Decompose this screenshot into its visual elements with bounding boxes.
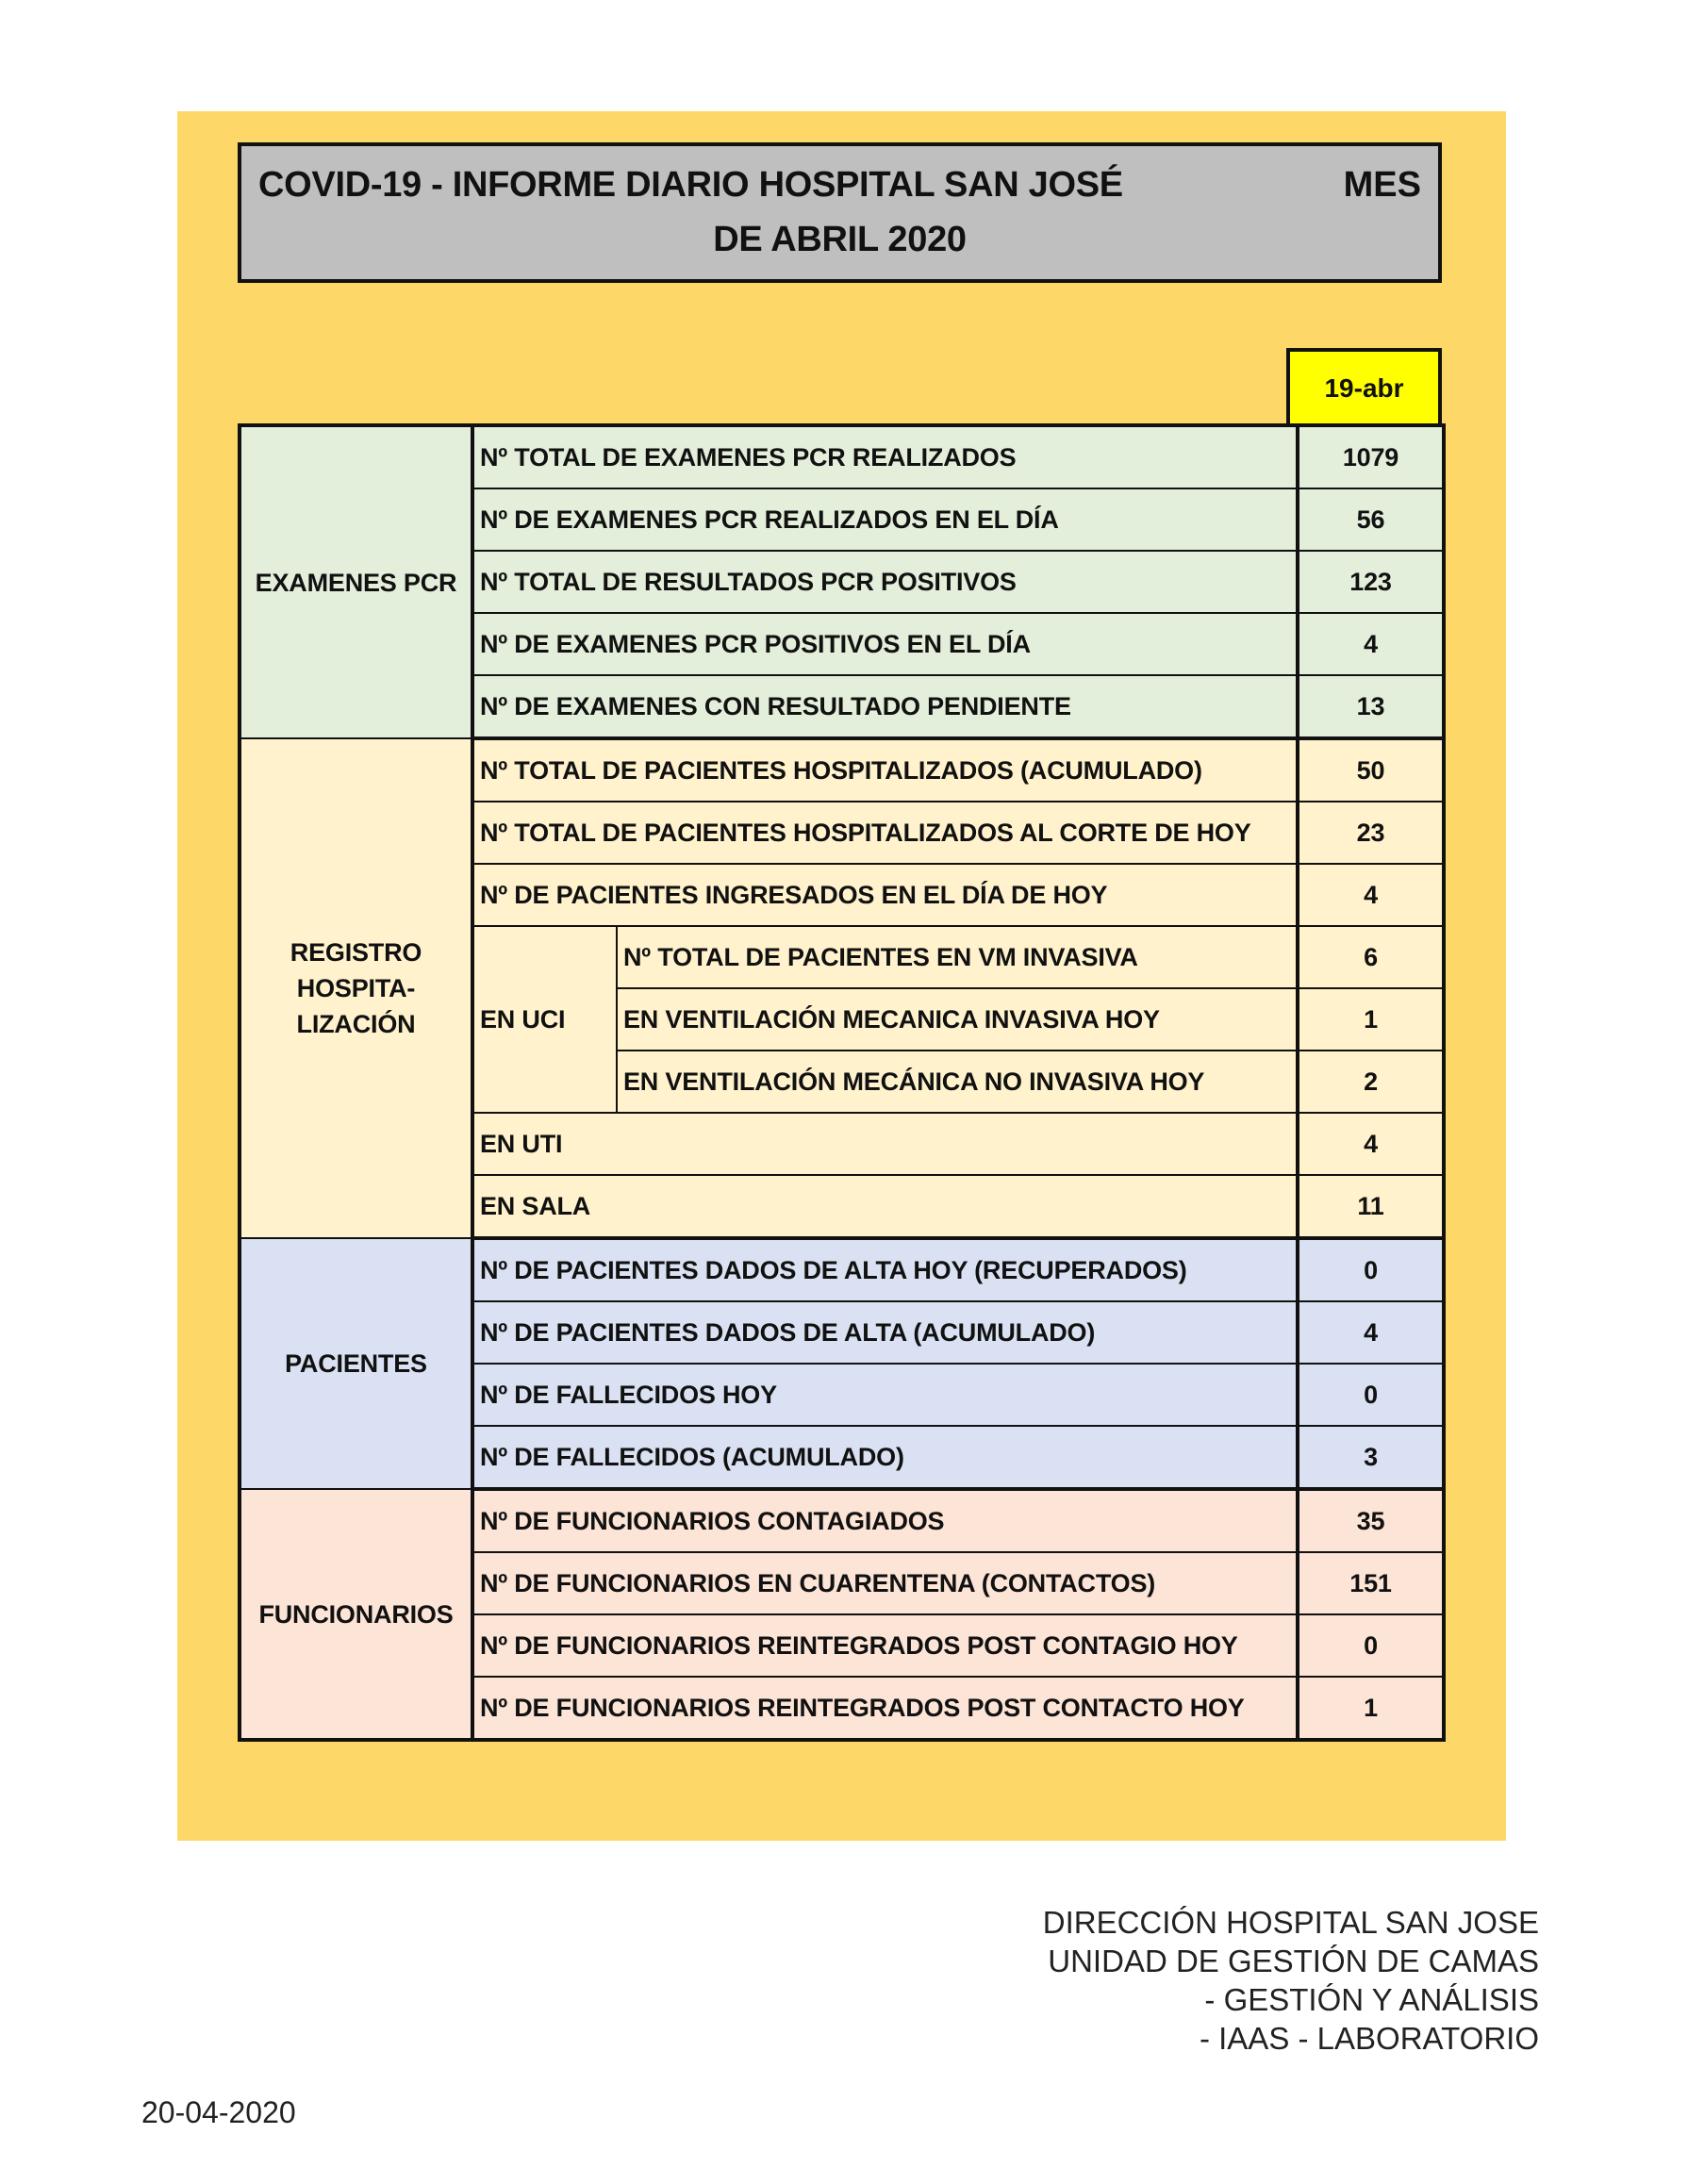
row-label: Nº DE FALLECIDOS HOY — [472, 1364, 1298, 1426]
signature-line: - IAAS - LABORATORIO — [1199, 2021, 1539, 2056]
row-value: 23 — [1298, 802, 1444, 864]
row-value: 0 — [1298, 1238, 1444, 1301]
row-value: 50 — [1298, 738, 1444, 802]
row-value: 4 — [1298, 613, 1444, 675]
report-title: COVID-19 - INFORME DIARIO HOSPITAL SAN JOSÉ — [258, 165, 1123, 205]
row-label: Nº DE PACIENTES DADOS DE ALTA (ACUMULADO) — [472, 1301, 1298, 1364]
row-label: Nº DE FALLECIDOS (ACUMULADO) — [472, 1426, 1298, 1489]
date-column-header: 19-abr — [1286, 348, 1442, 428]
section-label-hospitalization — [240, 738, 472, 1238]
signature-line: - GESTIÓN Y ANÁLISIS — [1204, 1982, 1539, 2017]
row-value: 123 — [1298, 551, 1444, 613]
row-value: 1 — [1298, 1677, 1444, 1740]
row-value: 2 — [1298, 1051, 1444, 1113]
row-value: 4 — [1298, 1301, 1444, 1364]
section-label-line: HOSPITA- — [296, 974, 416, 1002]
row-value: 35 — [1298, 1489, 1444, 1552]
row-label: Nº DE PACIENTES DADOS DE ALTA HOY (RECUPERADOS) — [472, 1238, 1298, 1301]
table-row — [240, 425, 1444, 488]
section-label-patients: PACIENTES — [240, 1238, 472, 1489]
row-value: 1 — [1298, 988, 1444, 1051]
row-label: Nº TOTAL DE PACIENTES HOSPITALIZADOS (ACUMULADO) — [472, 738, 1298, 802]
row-label: EN SALA — [472, 1175, 1298, 1238]
section-label-staff: FUNCIONARIOS — [240, 1489, 472, 1740]
section-label-line: LIZACIÓN — [296, 1010, 416, 1038]
row-value: 0 — [1298, 1364, 1444, 1426]
row-value: 56 — [1298, 488, 1444, 551]
row-label: Nº TOTAL DE RESULTADOS PCR POSITIVOS — [472, 551, 1298, 613]
table-row — [240, 1238, 1444, 1301]
signature-block — [1043, 1903, 1539, 2058]
section-label-pcr: EXAMENES PCR — [240, 425, 472, 738]
footer-date: 20-04-2020 — [141, 2095, 296, 2129]
row-label: Nº DE EXAMENES PCR POSITIVOS EN EL DÍA — [472, 613, 1298, 675]
row-label: Nº TOTAL DE PACIENTES EN VM INVASIVA — [617, 926, 1298, 988]
row-label: Nº DE FUNCIONARIOS CONTAGIADOS — [472, 1489, 1298, 1552]
row-value: 1079 — [1298, 425, 1444, 488]
row-label: EN VENTILACIÓN MECANICA INVASIVA HOY — [617, 988, 1298, 1051]
row-label: Nº TOTAL DE EXAMENES PCR REALIZADOS — [472, 425, 1298, 488]
row-value: 0 — [1298, 1614, 1444, 1677]
signature-line: UNIDAD DE GESTIÓN DE CAMAS — [1048, 1944, 1539, 1978]
row-value: 4 — [1298, 1113, 1444, 1175]
uci-label: EN UCI — [472, 926, 617, 1113]
row-label: Nº DE FUNCIONARIOS EN CUARENTENA (CONTACTOS) — [472, 1552, 1298, 1614]
row-value: 13 — [1298, 675, 1444, 738]
row-label: Nº TOTAL DE PACIENTES HOSPITALIZADOS AL CORTE DE HOY — [472, 802, 1298, 864]
report-month-label: MES — [1343, 165, 1421, 205]
row-label: Nº DE EXAMENES CON RESULTADO PENDIENTE — [472, 675, 1298, 738]
row-label: Nº DE FUNCIONARIOS REINTEGRADOS POST CONTAGIO HOY — [472, 1614, 1298, 1677]
row-label: Nº DE FUNCIONARIOS REINTEGRADOS POST CONTACTO HOY — [472, 1677, 1298, 1740]
row-value: 4 — [1298, 864, 1444, 926]
section-label-line: REGISTRO — [290, 938, 422, 967]
daily-report-table — [238, 423, 1446, 1742]
row-label: Nº DE EXAMENES PCR REALIZADOS EN EL DÍA — [472, 488, 1298, 551]
row-value: 6 — [1298, 926, 1444, 988]
report-subtitle: DE ABRIL 2020 — [713, 220, 967, 259]
row-label: EN UTI — [472, 1113, 1298, 1175]
row-value: 151 — [1298, 1552, 1444, 1614]
row-label: EN VENTILACIÓN MECÁNICA NO INVASIVA HOY — [617, 1051, 1298, 1113]
table-row — [240, 738, 1444, 802]
signature-line: DIRECCIÓN HOSPITAL SAN JOSE — [1042, 1905, 1539, 1940]
row-label: Nº DE PACIENTES INGRESADOS EN EL DÍA DE HOY — [472, 864, 1298, 926]
row-value: 11 — [1298, 1175, 1444, 1238]
report-title-box — [238, 142, 1442, 283]
row-value: 3 — [1298, 1426, 1444, 1489]
table-row — [240, 1489, 1444, 1552]
